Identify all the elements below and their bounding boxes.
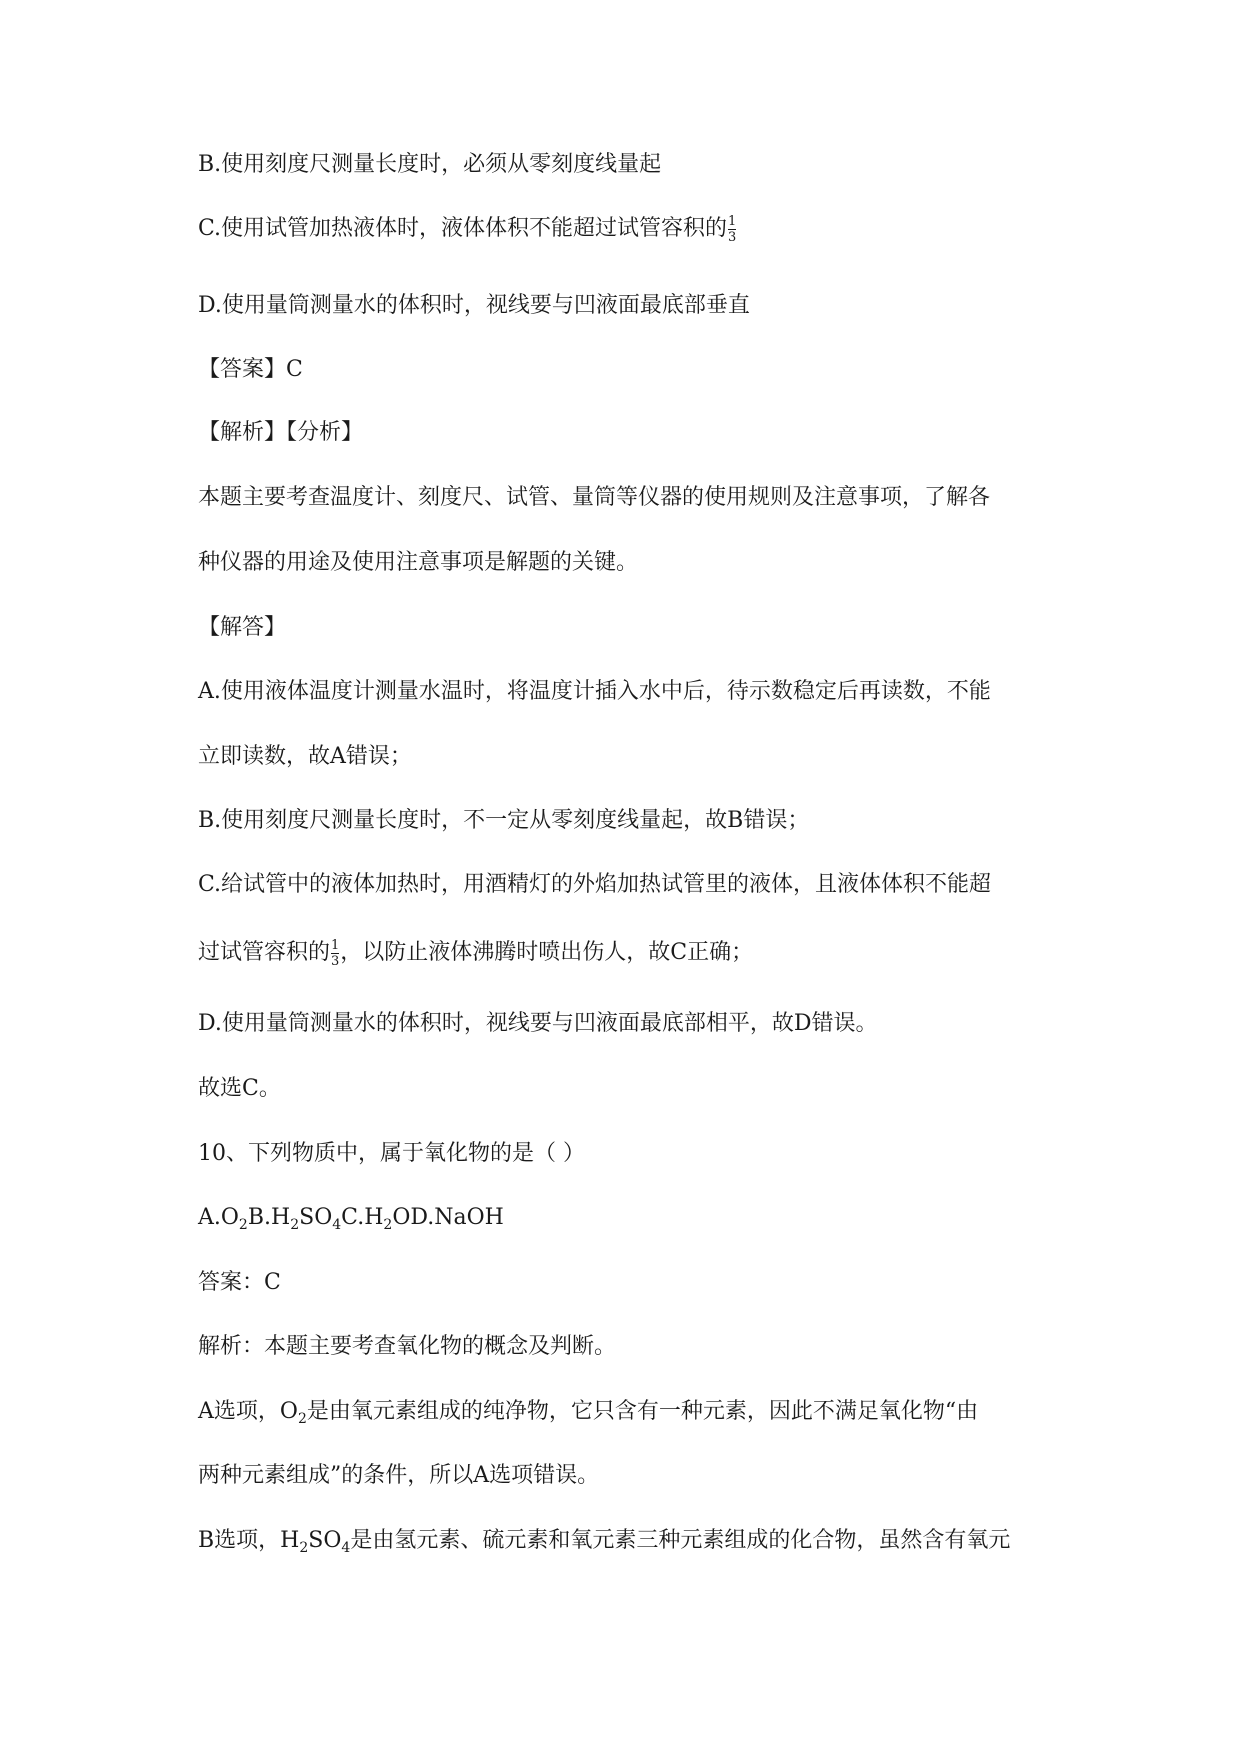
- solution-a-1: [198, 677, 991, 707]
- text-segment: ，以防止液体沸腾时喷出伤人，故C正确；: [340, 940, 754, 965]
- text-segment: C.给试管中的液体加热时，用酒精灯的外焰加热试管里的液体，且液体体积不能超: [198, 872, 992, 897]
- solution-d: [198, 1009, 878, 1039]
- text-segment: C.H: [341, 1205, 384, 1230]
- text-segment: OD.NaOH: [392, 1205, 504, 1230]
- text-segment: B.H: [247, 1205, 291, 1230]
- text-segment: 是由氧元素组成的纯净物，它只含有一种元素，因此不满足氧化物“由: [306, 1399, 979, 1424]
- text-segment: 本题主要考查温度计、刻度尺、试管、量筒等仪器的使用规则及注意事项，了解各: [198, 485, 991, 510]
- fraction: [728, 215, 736, 244]
- text-segment: 过试管容积的: [198, 940, 331, 965]
- solution-header: [198, 613, 286, 643]
- text-segment: SO: [299, 1205, 333, 1230]
- analysis-header: [198, 418, 363, 448]
- analysis-text-1: [198, 483, 990, 513]
- text-segment: A.O: [198, 1205, 239, 1230]
- text-segment: 立即读数，故A错误；: [198, 744, 412, 769]
- analysis-text-2: [198, 548, 638, 578]
- analysis-10-a-1: [198, 1397, 978, 1427]
- fraction: [331, 939, 339, 968]
- subscript: 4: [341, 1540, 351, 1556]
- text-segment: B.使用刻度尺测量长度时，不一定从零刻度线量起，故B错误；: [198, 808, 810, 833]
- text-segment: 【解答】: [198, 615, 287, 640]
- solution-a-2: [198, 742, 412, 772]
- option-d-line: [198, 291, 750, 321]
- question-10-options: [198, 1203, 504, 1233]
- fraction-numerator: 1: [331, 937, 340, 953]
- text-segment: B选项，H: [198, 1528, 300, 1553]
- text-segment: 种仪器的用途及使用注意事项是解题的关键。: [198, 550, 639, 575]
- text-segment: 解析：本题主要考查氧化物的概念及判断。: [198, 1334, 617, 1359]
- solution-c-2: [198, 938, 753, 968]
- text-segment: 【答案】C: [198, 357, 303, 382]
- analysis-10-a-2: [198, 1461, 599, 1491]
- subscript: 2: [238, 1217, 248, 1233]
- text-segment: A选项，O: [198, 1399, 298, 1424]
- text-segment: C.使用试管加热液体时，液体体积不能超过试管容积的: [198, 216, 728, 241]
- subscript: 2: [299, 1540, 309, 1556]
- text-segment: 两种元素组成”的条件，所以A选项错误。: [198, 1463, 600, 1488]
- conclusion-line: [198, 1074, 281, 1104]
- option-b-line: [198, 150, 661, 180]
- solution-b: [198, 806, 809, 836]
- answer-10: [198, 1268, 281, 1298]
- option-c-line: [198, 214, 737, 244]
- text-segment: D.使用量筒测量水的体积时，视线要与凹液面最底部相平，故D错误。: [198, 1011, 878, 1036]
- solution-c-1: [198, 870, 991, 900]
- text-segment: B.使用刻度尺测量长度时，必须从零刻度线量起: [198, 152, 662, 177]
- text-segment: SO: [308, 1528, 342, 1553]
- subscript: 2: [290, 1217, 300, 1233]
- text-segment: 10、下列物质中，属于氧化物的是（ ）: [198, 1141, 585, 1166]
- analysis-10-b-1: [198, 1526, 1010, 1556]
- fraction-denominator: 3: [331, 953, 340, 969]
- text-segment: D.使用量筒测量水的体积时，视线要与凹液面最底部垂直: [198, 293, 750, 318]
- text-segment: 【解析】【分析】: [198, 420, 364, 445]
- text-segment: A.使用液体温度计测量水温时，将温度计插入水中后，待示数稳定后再读数，不能: [198, 679, 991, 704]
- question-10: [198, 1139, 585, 1169]
- subscript: 2: [297, 1411, 307, 1427]
- fraction-numerator: 1: [728, 213, 737, 229]
- subscript: 4: [332, 1217, 342, 1233]
- subscript: 2: [383, 1217, 393, 1233]
- text-segment: 故选C。: [198, 1076, 281, 1101]
- answer-line: [198, 355, 303, 385]
- text-segment: 答案：C: [198, 1270, 281, 1295]
- fraction-denominator: 3: [728, 229, 737, 245]
- text-segment: 是由氢元素、硫元素和氧元素三种元素组成的化合物，虽然含有氧元: [350, 1528, 1011, 1553]
- analysis-10: [198, 1332, 616, 1362]
